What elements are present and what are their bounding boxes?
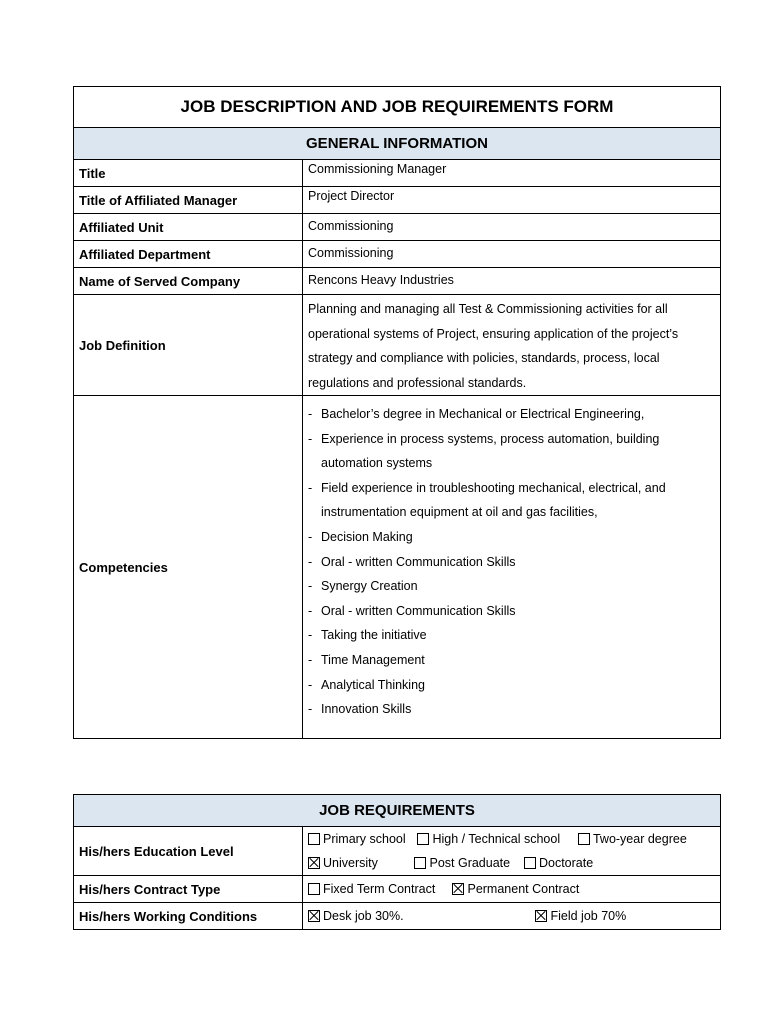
option-label: Permanent Contract: [467, 882, 580, 896]
competencies-label: Competencies: [74, 396, 303, 739]
option-label: Post Graduate: [429, 856, 511, 870]
general-information-header: GENERAL INFORMATION: [74, 128, 721, 160]
affiliated-unit-value: Commissioning: [303, 214, 721, 241]
competency-item: - Experience in process systems, process automation, building automation systems: [308, 427, 715, 476]
affiliated-unit-label: Affiliated Unit: [74, 214, 303, 241]
option-label: Primary school: [323, 832, 406, 846]
education-level-options: [303, 827, 721, 876]
competency-item: - Taking the initiative: [308, 623, 715, 648]
option-label: Doctorate: [538, 856, 594, 870]
title-label: Title: [74, 160, 303, 187]
checkbox-high-technical-school[interactable]: [417, 833, 429, 845]
working-conditions-options: [303, 903, 721, 930]
affiliated-manager-value: Project Director: [303, 187, 721, 214]
competency-item: - Innovation Skills: [308, 697, 715, 722]
education-level-label: His/hers Education Level: [74, 827, 303, 876]
option-label: High / Technical school: [432, 832, 561, 846]
job-definition-label: Job Definition: [74, 295, 303, 396]
job-definition-value: Planning and managing all Test & Commissioning activities for all operational systems of Project, ensuring application of the project’s strategy and compliance with policies, standards, process, local regulations and professional standards.: [303, 295, 721, 396]
option-label: Fixed Term Contract: [323, 882, 436, 896]
competency-item: - Decision Making: [308, 525, 715, 550]
working-conditions-label: His/hers Working Conditions: [74, 903, 303, 930]
competency-item: - Bachelor’s degree in Mechanical or Electrical Engineering,: [308, 402, 715, 427]
option-label: University: [323, 856, 378, 870]
checkbox-desk-job-checked[interactable]: [308, 910, 320, 922]
affiliated-manager-label: Title of Affiliated Manager: [74, 187, 303, 214]
form-title: JOB DESCRIPTION AND JOB REQUIREMENTS FORM: [74, 87, 721, 128]
checkbox-permanent-contract-checked[interactable]: [452, 883, 464, 895]
competencies-value: [303, 396, 721, 739]
checkbox-primary-school[interactable]: [308, 833, 320, 845]
contract-type-label: His/hers Contract Type: [74, 876, 303, 903]
affiliated-department-value: Commissioning: [303, 241, 721, 268]
job-requirements-table: [73, 794, 721, 930]
job-requirements-header: JOB REQUIREMENTS: [74, 795, 721, 827]
affiliated-department-label: Affiliated Department: [74, 241, 303, 268]
checkbox-fixed-term-contract[interactable]: [308, 883, 320, 895]
competency-item: - Analytical Thinking: [308, 673, 715, 698]
competency-item: - Synergy Creation: [308, 574, 715, 599]
title-value: Commissioning Manager: [303, 160, 721, 187]
contract-type-options: [303, 876, 721, 903]
general-information-table: [73, 86, 721, 739]
competency-item: - Field experience in troubleshooting mechanical, electrical, and instrumentation equipment at oil and gas facilities,: [308, 476, 715, 525]
served-company-label: Name of Served Company: [74, 268, 303, 295]
checkbox-field-job-checked[interactable]: [535, 910, 547, 922]
checkbox-university-checked[interactable]: [308, 857, 320, 869]
competency-item: - Oral - written Communication Skills: [308, 599, 715, 624]
option-label: Desk job 30%.: [323, 909, 404, 923]
served-company-value: Rencons Heavy Industries: [303, 268, 721, 295]
competency-item: - Oral - written Communication Skills: [308, 550, 715, 575]
checkbox-two-year-degree[interactable]: [578, 833, 590, 845]
option-label: Field job 70%: [550, 909, 627, 923]
option-label: Two-year degree: [592, 832, 687, 846]
checkbox-doctorate[interactable]: [524, 857, 536, 869]
competencies-list: [308, 396, 715, 722]
checkbox-post-graduate[interactable]: [414, 857, 426, 869]
competency-item: - Time Management: [308, 648, 715, 673]
